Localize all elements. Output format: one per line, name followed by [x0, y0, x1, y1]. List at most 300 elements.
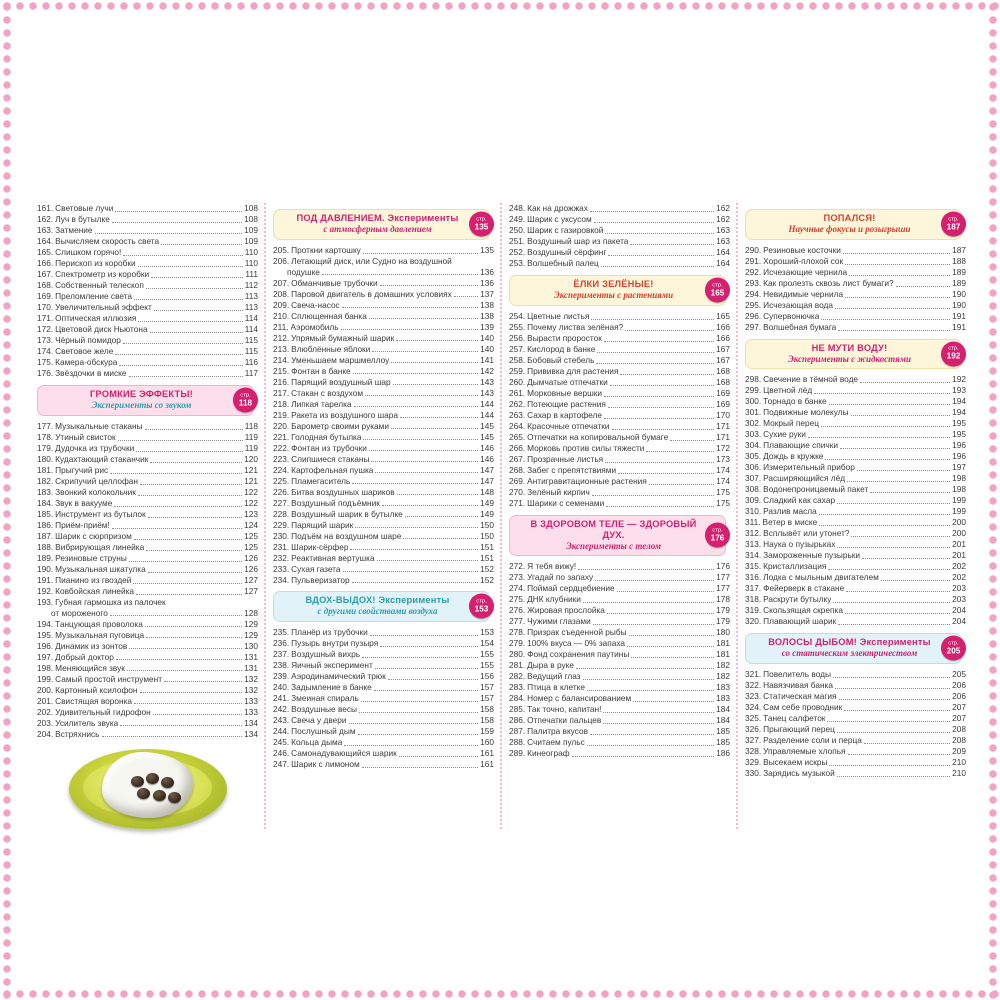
toc-item-number: 201.	[37, 695, 54, 706]
toc-item-page: 175	[716, 497, 730, 508]
toc-item-title: Номер с балансированием	[527, 693, 632, 704]
toc-item-title: Кристаллизация	[763, 561, 827, 572]
toc-item-title: Хороший-плохой сок	[763, 255, 844, 266]
toc-item	[273, 365, 494, 376]
toc-item	[273, 486, 494, 497]
toc-item-title: Усилитель звука	[55, 717, 119, 728]
toc-item-page: 190	[952, 288, 966, 299]
toc-item	[509, 583, 730, 594]
toc-item-title: Резиновые косточки	[763, 244, 841, 255]
toc-item-page: 164	[716, 247, 730, 258]
toc-item-number: 288.	[509, 737, 526, 748]
toc-item-number: 244.	[273, 726, 290, 736]
toc-item	[273, 354, 494, 365]
toc-item-title: Шарик-сёрфер	[291, 541, 349, 552]
dotted-leader	[646, 443, 714, 452]
dotted-leader	[608, 247, 714, 256]
toc-item-title: Подъём на воздушном шаре	[291, 530, 402, 541]
dotted-leader	[846, 583, 950, 592]
dotted-leader	[355, 519, 478, 528]
toc-item-page: 175	[716, 486, 730, 497]
page-badge-prefix: стр.	[948, 345, 959, 352]
toc-item	[745, 245, 966, 256]
toc-item-page: 185	[716, 737, 730, 748]
toc-item-title: Музыкальная пуговица	[55, 629, 145, 640]
toc-item	[37, 236, 258, 247]
toc-item-number: 300.	[745, 396, 762, 407]
toc-item	[273, 343, 494, 354]
toc-item-number: 257.	[509, 343, 526, 354]
toc-item	[509, 258, 730, 269]
toc-item-page: 108	[244, 214, 258, 225]
toc-item-number: 327.	[745, 734, 762, 745]
dotted-leader	[840, 440, 950, 449]
toc-item-number: 171.	[37, 313, 54, 324]
section-title: ГРОМКИЕ ЭФФЕКТЫ!	[90, 389, 193, 399]
dotted-leader	[597, 344, 714, 353]
toc-item	[37, 269, 258, 280]
toc-item-page: 169	[716, 387, 730, 398]
dotted-leader	[372, 343, 478, 352]
toc-item-title: Жировая прослойка	[527, 605, 605, 616]
toc-item-title: Наука о пузырьках	[763, 539, 836, 550]
toc-item-title: Аэродинамический трюк	[291, 671, 386, 681]
toc-item-number: 176.	[37, 368, 54, 379]
dotted-leader	[814, 385, 950, 394]
dotted-leader	[604, 410, 714, 419]
toc-item-page: 117	[244, 368, 258, 379]
toc-item-page: 207	[952, 701, 966, 712]
toc-item-title: Самонадувающийся шарик	[291, 748, 397, 758]
dotted-leader	[362, 759, 478, 768]
toc-item	[509, 682, 730, 693]
toc-item-number: 252.	[509, 247, 526, 258]
toc-item-page: 114	[244, 313, 258, 324]
toc-item-number: 264.	[509, 420, 526, 431]
toc-item-title: Фейерверк в стакане	[763, 583, 845, 594]
toc-item-title: Зарядись музыкой	[763, 767, 835, 778]
toc-item-number: 230.	[273, 530, 290, 541]
toc-item-page: 147	[480, 475, 494, 486]
toc-item	[745, 680, 966, 691]
toc-item-title: Вибрирующая линейка	[55, 541, 145, 552]
toc-item-title: Уменьшаем маршмеллоу	[291, 354, 390, 365]
toc-item-number: 306.	[745, 462, 762, 473]
toc-item-title: Ведущий глаз	[527, 671, 581, 682]
toc-item	[37, 203, 258, 214]
toc-item-title: Парящий шарик	[291, 519, 354, 530]
toc-item-page: 155	[480, 660, 494, 670]
toc-item	[273, 552, 494, 563]
toc-item-page: 110	[244, 247, 258, 258]
toc-item-title: Встряхнись	[55, 728, 100, 739]
toc-item	[745, 724, 966, 735]
toc-item-title: Навязчивая банка	[763, 679, 833, 690]
page-badge	[469, 594, 494, 619]
dotted-leader	[405, 508, 478, 517]
toc-item-title: Музыкальные стаканы	[55, 420, 143, 431]
toc-item-page: 209	[952, 745, 966, 756]
dotted-leader	[151, 269, 243, 278]
dotted-leader	[150, 324, 243, 333]
dotted-leader	[578, 561, 714, 570]
toc-item-number: 210.	[273, 310, 290, 321]
toc-item	[273, 409, 494, 420]
toc-item-title: Кудахтающий стаканчик	[55, 453, 149, 464]
toc-item-title: Стакан с воздухом	[291, 387, 364, 398]
toc-item-title: Пузырь внутри пузыря	[291, 638, 379, 648]
dotted-leader	[862, 550, 950, 559]
toc-item-page: 131	[244, 651, 258, 662]
toc-item-number: 248.	[509, 203, 526, 214]
toc-item	[273, 508, 494, 519]
dotted-leader	[851, 528, 950, 537]
toc-item-title: Обманчивые трубочки	[291, 277, 378, 288]
toc-item-page: 134	[244, 728, 258, 739]
toc-item	[509, 410, 730, 421]
toc-item-number: 163.	[37, 225, 54, 236]
dotted-leader	[606, 498, 714, 507]
toc-item-number: 181.	[37, 464, 54, 475]
toc-item-title: Статическая магия	[763, 690, 837, 701]
crumpled-paper	[102, 752, 194, 818]
dotted-leader	[631, 649, 714, 658]
toc-item-page: 180	[716, 627, 730, 638]
dotted-leader	[140, 684, 243, 693]
section-title: НЕ МУТИ ВОДУ!	[811, 342, 888, 353]
toc-item-number: 275.	[509, 594, 526, 605]
toc-item-page: 144	[480, 398, 494, 409]
dotted-leader	[127, 662, 242, 671]
toc-item	[273, 627, 494, 638]
toc-item	[509, 660, 730, 671]
toc-item-number: 242.	[273, 704, 290, 714]
dotted-leader	[115, 203, 242, 212]
toc-item-title: Ветер в миске	[762, 517, 818, 528]
toc-item	[509, 454, 730, 465]
toc-item-page: 198	[952, 484, 966, 495]
toc-item-page: 168	[716, 365, 730, 376]
toc-item-title: Сладкий как сахар	[763, 495, 836, 506]
dotted-leader	[145, 618, 242, 627]
toc-item	[37, 553, 258, 564]
toc-item	[37, 291, 258, 302]
toc-item	[509, 377, 730, 388]
toc-item-number: 223.	[273, 453, 290, 464]
toc-item-number: 235.	[273, 627, 290, 637]
toc-item	[37, 728, 258, 739]
dotted-leader	[123, 247, 242, 256]
toc-item-number: 220.	[273, 420, 290, 431]
toc-column	[30, 203, 264, 829]
section-subtitle: со статическим электричеством	[781, 648, 918, 658]
toc-item-number: 311.	[745, 517, 761, 528]
toc-item-page: 172	[716, 442, 730, 453]
toc-item-title: Забег с препятствиями	[527, 464, 617, 475]
decorative-border-bottom	[0, 988, 1000, 1000]
toc-item-number: 206.	[273, 255, 290, 266]
section-subtitle: Эксперименты с телом	[565, 540, 662, 551]
toc-item-number: 161.	[37, 203, 54, 214]
toc-item-page: 146	[480, 442, 494, 453]
toc-item-number: 226.	[273, 486, 290, 497]
toc-item-title: Плавающий шарик	[763, 616, 837, 627]
dotted-leader	[827, 713, 950, 722]
toc-item	[37, 421, 258, 432]
toc-item	[509, 322, 730, 333]
toc-item-page: 183	[716, 693, 730, 704]
toc-item-number: 238.	[273, 660, 290, 670]
toc-item	[745, 768, 966, 779]
toc-item-title: Яичный эксперимент	[291, 660, 373, 670]
page-badge	[705, 523, 730, 548]
toc-item	[273, 299, 494, 310]
toc-item-title: Измерительный прибор	[763, 462, 855, 473]
toc-item-page: 150	[480, 530, 494, 541]
toc-item	[509, 693, 730, 704]
toc-item-number: 224.	[273, 464, 290, 475]
toc-item-number: 225.	[273, 475, 290, 486]
section-header	[745, 633, 962, 664]
toc-item-title: Сам себе проводник	[763, 701, 843, 712]
toc-item	[37, 695, 258, 706]
toc-item-page: 182	[716, 660, 730, 671]
toc-item-page: 144	[480, 409, 494, 420]
toc-item-number: 168.	[37, 280, 54, 291]
toc-item	[509, 594, 730, 605]
toc-item-title: Липкая тарелка	[291, 398, 352, 409]
prune	[146, 773, 159, 784]
toc-item	[37, 531, 258, 542]
page-badge-prefix: стр.	[712, 527, 723, 533]
toc-item-page: 145	[480, 431, 494, 442]
toc-columns	[30, 203, 972, 829]
toc-item-number: 172.	[37, 324, 54, 335]
toc-item-page: 112	[244, 280, 258, 291]
toc-item-page: 157	[480, 693, 494, 703]
toc-item-title: Дыра в руке	[527, 660, 574, 671]
dotted-leader	[454, 288, 478, 297]
toc-item-title: Замороженные пузырьки	[763, 550, 861, 561]
toc-item	[37, 302, 258, 313]
dotted-leader	[123, 335, 243, 344]
toc-item-number: 229.	[273, 519, 290, 530]
toc-item-number: 258.	[509, 354, 526, 365]
toc-item	[37, 640, 258, 651]
toc-item-page: 181	[716, 649, 730, 660]
dotted-leader	[146, 629, 242, 638]
toc-item-title: Задымление в банке	[291, 682, 372, 692]
toc-item	[745, 669, 966, 680]
dotted-leader	[839, 691, 951, 700]
dotted-leader	[821, 311, 950, 320]
dotted-leader	[365, 387, 478, 396]
toc-item-number: 261.	[509, 387, 526, 398]
toc-item-number: 328.	[745, 745, 762, 756]
toc-item-number: 197.	[37, 651, 54, 662]
dotted-leader	[352, 475, 478, 484]
toc-item	[273, 497, 494, 508]
toc-item-number: 287.	[509, 726, 526, 737]
dotted-leader	[603, 704, 714, 713]
toc-item	[509, 627, 730, 638]
toc-item	[273, 376, 494, 387]
toc-item-number: 282.	[509, 671, 526, 682]
dotted-leader	[129, 553, 242, 562]
toc-item-page: 150	[480, 519, 494, 530]
toc-item-number: 307.	[745, 473, 762, 484]
toc-item-page: 151	[480, 541, 494, 552]
toc-item-title: Меняющийся звук	[55, 662, 125, 673]
toc-item	[745, 311, 966, 322]
toc-item-title: Высекаем искры	[763, 756, 828, 767]
dotted-leader	[847, 473, 950, 482]
toc-item-title: Управляемые хлопья	[763, 745, 846, 756]
toc-item-page: 162	[716, 203, 730, 214]
toc-item	[509, 737, 730, 748]
toc-item-title: Картонный ксилофон	[55, 684, 138, 695]
toc-item-number: 329.	[745, 756, 762, 767]
toc-item-title: Картофельная пушка	[291, 464, 374, 475]
prune	[161, 777, 174, 788]
toc-item-page: 109	[244, 236, 258, 247]
toc-item	[745, 594, 966, 605]
toc-item	[37, 443, 258, 454]
toc-item	[37, 509, 258, 520]
toc-item-title: Зелёный кирпич	[527, 486, 590, 497]
dotted-leader	[344, 737, 478, 746]
toc-item-number: 330.	[745, 767, 762, 778]
dotted-leader	[627, 638, 714, 647]
toc-item-title: Планёр из трубочки	[291, 627, 368, 637]
toc-item	[745, 583, 966, 594]
toc-item	[273, 541, 494, 552]
toc-item-number: 184.	[37, 497, 54, 508]
toc-item-title: Повелитель воды	[763, 668, 831, 679]
dotted-leader	[352, 574, 479, 583]
toc-item	[509, 225, 730, 236]
page-badge-number: 153	[474, 604, 489, 614]
toc-item-title: Цветной лёд	[763, 385, 813, 396]
toc-item	[509, 311, 730, 322]
toc-item-title: Воздушные весы	[291, 704, 357, 714]
toc-item-number: 294.	[745, 288, 762, 299]
toc-item-page: 125	[244, 541, 258, 552]
toc-item-page: 177	[716, 583, 730, 594]
toc-item	[509, 748, 730, 759]
toc-item	[745, 374, 966, 385]
section-subtitle: Эксперименты с растениями	[553, 290, 674, 300]
toc-item-number: 259.	[509, 365, 526, 376]
toc-item	[37, 717, 258, 728]
page-badge	[469, 212, 494, 237]
toc-item-page: 202	[952, 561, 966, 572]
toc-item-title: Волшебный палец	[527, 258, 599, 269]
toc-item-page: 174	[716, 464, 730, 475]
dotted-leader	[819, 517, 950, 526]
decorative-border-top	[0, 0, 1000, 12]
toc-item-number: 315.	[745, 561, 762, 572]
toc-item-page: 143	[480, 387, 494, 398]
dotted-leader	[857, 462, 950, 471]
toc-item-title: Бобовый стебель	[527, 354, 595, 365]
toc-item	[745, 506, 966, 517]
dotted-leader	[881, 572, 950, 581]
toc-item	[509, 726, 730, 737]
toc-item-number: 286.	[509, 715, 526, 726]
dotted-leader	[397, 486, 479, 495]
toc-item-page: 116	[244, 357, 258, 368]
toc-item	[37, 629, 258, 640]
dotted-leader	[369, 442, 478, 451]
toc-item-page: 120	[244, 453, 258, 464]
toc-item	[509, 247, 730, 258]
toc-item-number: 267.	[509, 453, 526, 464]
toc-item-number: 295.	[745, 299, 762, 310]
toc-item-number: 312.	[745, 528, 762, 539]
toc-item-number: 234.	[273, 574, 290, 585]
toc-item-title: Угадай по запаху	[527, 572, 594, 583]
toc-item	[509, 649, 730, 660]
toc-item-page: 148	[480, 486, 494, 497]
dotted-leader	[607, 605, 714, 614]
dotted-leader	[864, 735, 950, 744]
toc-item-page: 147	[480, 464, 494, 475]
toc-item	[509, 432, 730, 443]
toc-item	[37, 586, 258, 597]
toc-item-page: 162	[716, 214, 730, 225]
dotted-leader	[148, 564, 242, 573]
toc-item-page: 207	[952, 712, 966, 723]
toc-item-page: 140	[480, 332, 494, 343]
page-badge	[941, 636, 966, 661]
toc-item	[745, 267, 966, 278]
toc-item	[745, 256, 966, 267]
dotted-leader	[860, 374, 950, 383]
toc-item	[273, 671, 494, 682]
toc-item-title: Водонепроницаемый пакет	[763, 484, 869, 495]
toc-item-number: 278.	[509, 627, 526, 638]
dotted-leader	[399, 748, 478, 757]
toc-item-title: Самый простой инструмент	[55, 673, 163, 684]
toc-item-page: 199	[952, 495, 966, 506]
toc-item	[37, 280, 258, 291]
dotted-leader	[150, 454, 242, 463]
toc-item-title: Барометр своими руками	[291, 420, 389, 431]
dotted-leader	[594, 214, 715, 223]
toc-item	[745, 735, 966, 746]
page-badge	[233, 388, 258, 413]
dotted-leader	[837, 539, 950, 548]
toc-item-page: 108	[244, 203, 258, 214]
toc-item-title: Воздушный подъёмник	[291, 497, 380, 508]
toc-item-title: Подвижные молекулы	[763, 407, 849, 418]
toc-item-page: 201	[952, 550, 966, 561]
toc-item-title: Перископ из коробки	[55, 258, 136, 269]
toc-item-number: 194.	[37, 618, 54, 629]
toc-item	[37, 575, 258, 586]
toc-item	[273, 245, 494, 256]
toc-item	[273, 715, 494, 726]
toc-item	[273, 682, 494, 693]
toc-item	[509, 465, 730, 476]
page-badge-prefix: стр.	[948, 640, 959, 646]
toc-item-page: 179	[716, 616, 730, 627]
toc-item-title: Цветные листья	[527, 310, 590, 321]
toc-item-page: 122	[244, 486, 258, 497]
toc-item	[745, 572, 966, 583]
toc-item-number: 289.	[509, 748, 526, 759]
